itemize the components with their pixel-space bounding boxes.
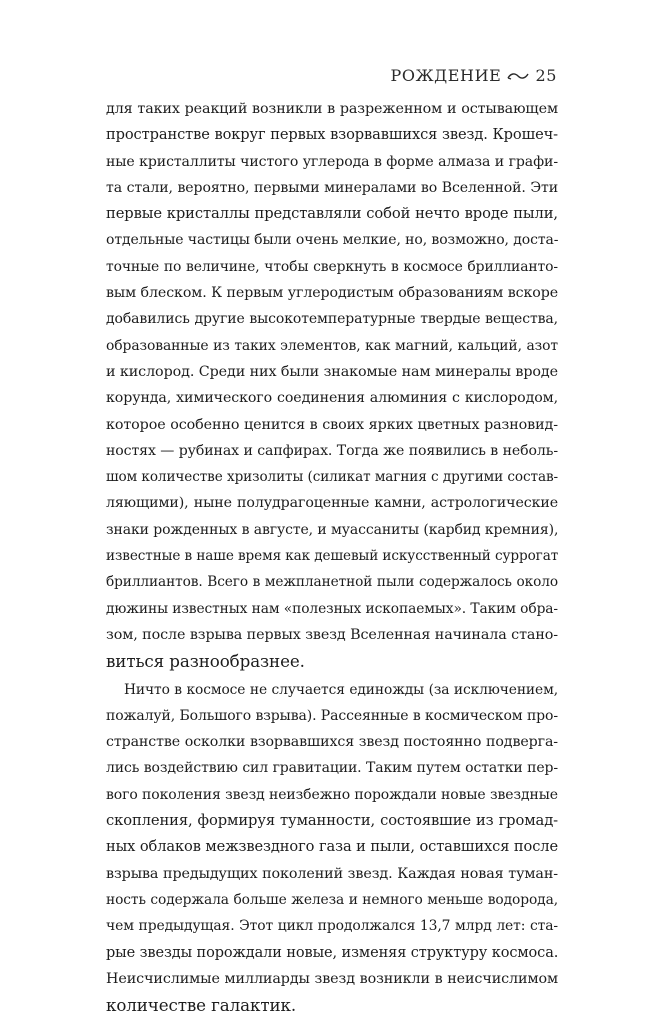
text-line: точные по величине, чтобы сверкнуть в космосе бриллианто- <box>106 258 558 275</box>
paragraph <box>106 677 558 1018</box>
text-line: корунда, химического соединения алюминия с кислородом, <box>106 390 558 407</box>
chapter-title: РОЖДЕНИЕ <box>390 66 502 85</box>
text-line: отдельные частицы были очень мелкие, но, возможно, доста- <box>106 232 559 249</box>
page-number: 25 <box>535 66 557 85</box>
text-line: дюжины известных нам «полезных ископаемых». Таким обра- <box>106 600 558 617</box>
text-line: ные кристаллиты чистого углерода в форме алмаза и графи- <box>106 153 558 170</box>
text-line: шом количестве хризолиты (силикат магния с другими состав- <box>106 469 558 486</box>
text-line: Ничто в космосе не случается единожды (за исключением, <box>124 681 558 698</box>
paragraph <box>106 96 558 675</box>
text-line: ность содержала больше железа и немного меньше водорода, <box>106 891 558 908</box>
text-line: количестве галактик. <box>106 995 297 1016</box>
text-line: скопления, формируя туманности, состоявшие из громад- <box>106 812 558 830</box>
text-line: Неисчислимые миллиарды звезд возникли в неисчислимом <box>106 970 558 987</box>
text-line: ляющими), ныне полудрагоценные камни, астрологические <box>106 495 558 512</box>
text-line: знаки рожденных в августе, и муассаниты (карбид кремния), <box>106 521 559 538</box>
swirl-ornament-icon <box>507 71 529 81</box>
text-line: пространстве вокруг первых взорвавшихся звезд. Крошеч- <box>106 126 558 144</box>
text-line: которое особенно ценится в своих ярких цветных разновид- <box>106 416 558 433</box>
text-line: вого поколения звезд неизбежно порождали новые звездные <box>106 786 558 803</box>
text-line: добавились другие высокотемпературные твердые вещества, <box>106 311 558 328</box>
text-line: лись воздействию сил гравитации. Таким путем остатки пер- <box>106 760 558 777</box>
text-line: вым блеском. К первым углеродистым образованиям вскоре <box>106 285 558 302</box>
text-line: пожалуй, Большого взрыва). Рассеянные в космическом про- <box>106 707 558 724</box>
text-line: странстве осколки взорвавшихся звезд постоянно подверга- <box>106 734 558 751</box>
text-line: первые кристаллы представляли собой нечто вроде пыли, <box>106 205 558 223</box>
text-line: та стали, вероятно, первыми минералами во Вселенной. Эти <box>106 179 558 196</box>
text-line: для таких реакций возникли в разреженном и остывающем <box>106 101 558 117</box>
text-line: и кислород. Среди них были знакомые нам минералы вроде <box>106 363 558 380</box>
body-text <box>106 96 558 1018</box>
text-line: взрыва предыдущих поколений звезд. Каждая новая туман- <box>106 865 558 882</box>
text-line: известные в наше время как дешевый искусственный суррогат <box>106 548 559 565</box>
text-line: бриллиантов. Всего в межпланетной пыли содержалось около <box>106 574 558 591</box>
text-line: ных облаков межзвездного газа и пыли, оставшихся после <box>106 838 558 856</box>
text-line: зом, после взрыва первых звезд Вселенная начинала стано- <box>106 626 558 643</box>
text-line: рые звезды порождали новые, изменяя структуру космоса. <box>106 944 559 961</box>
text-line: образованные из таких элементов, как магний, кальций, азот <box>106 337 558 354</box>
text-line: ностях — рубинах и сапфирах. Тогда же появились в неболь- <box>106 442 558 459</box>
text-line: виться разнообразнее. <box>106 651 305 672</box>
running-head <box>391 66 558 85</box>
text-line: чем предыдущая. Этот цикл продолжался 13,7 млрд лет: ста- <box>106 918 558 935</box>
